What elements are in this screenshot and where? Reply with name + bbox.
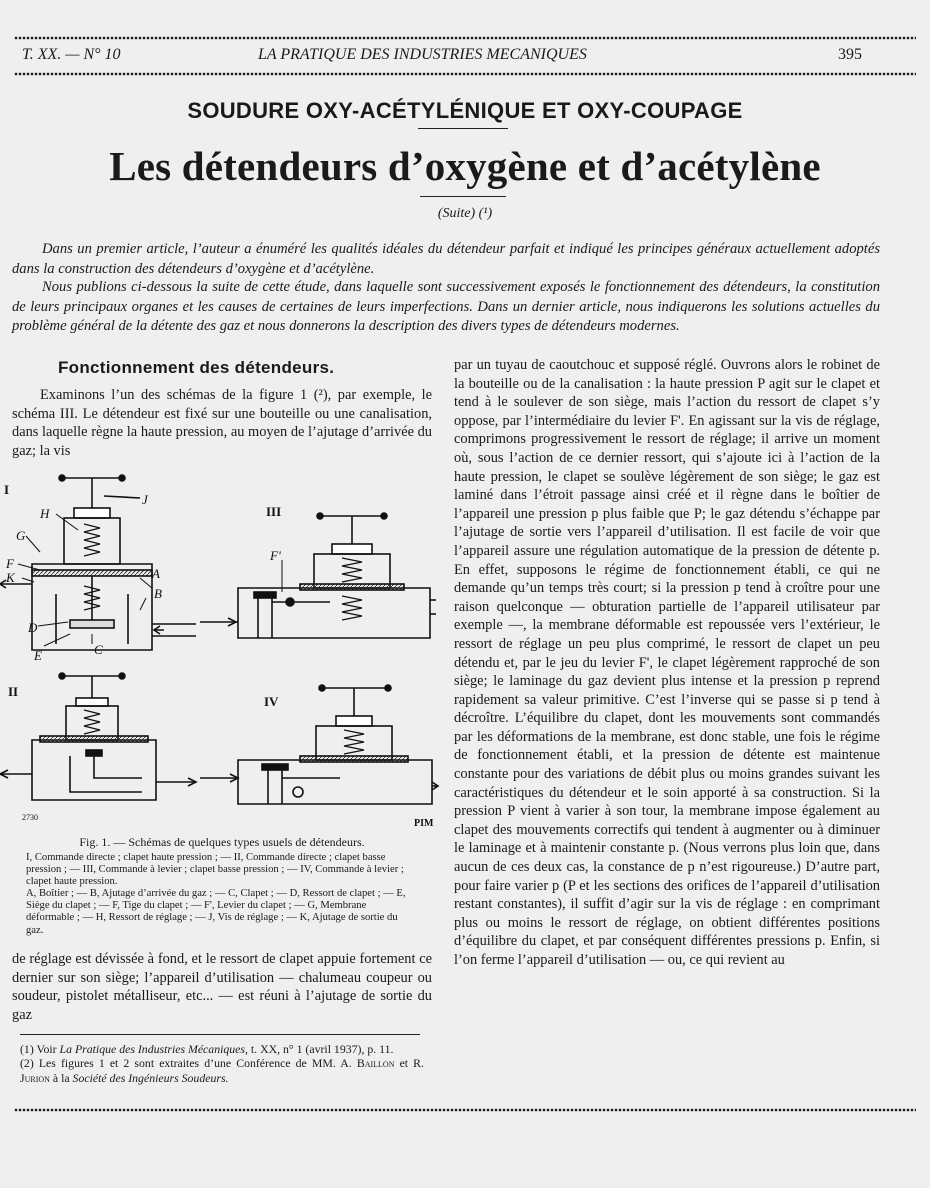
left-paragraph-1: Examinons l’un des schémas de la figure 1 (²), par exemple, le schéma III. Le détendeur est fixé sur une bouteille ou une canalisation, dans laquelle règne la haute pression, au moyen de l’ajutage d’arrivée du gaz; la vis [12,387,432,459]
intro-paragraph-1: Dans un premier article, l’auteur a énuméré les qualités idéales du détendeur parfait et indiqué les principes généraux actuellement adoptés dans la construction des détendeurs d’oxygène et d’acétylène. [12,241,880,277]
regulator-diagrams [0,474,440,830]
footnote-2 [20,1056,424,1085]
label-C: C [94,642,103,657]
left-paragraph-2: de réglage est dévissée à fond, et le ressort de clapet appuie fortement ce dernier sur son siège; l’appareil d’utilisation — chalumeau coupeur ou soudeur, pistolet métalliseur, etc... — est réuni à l’ajutage de sortie du gaz [12,951,432,1023]
header-dotted-rule [14,72,916,76]
footnote-2-society: Société des Ingénieurs Soudeurs. [72,1070,229,1085]
label-D: D [28,620,38,635]
intro-paragraph-2: Nous publions ci-dessous la suite de cette étude, dans laquelle sont successivement exposés le fonctionnement des détendeurs, la constitution de leurs principaux organes et les causes de certaines de leurs imperfections. Dans un dernier article, nous indiquerons les solutions actuelles du problème général de la détente des gaz et nous donnerons la description des divers types de détendeurs modernes. [12,279,880,334]
footnotes [20,1042,424,1085]
footnote-2-lead: (2) Les figures 1 et 2 sont extraites d’une Conférence de MM. A. [20,1056,357,1071]
figure-caption-legend-1: I, Commande directe ; clapet haute pression ; — II, Commande directe ; clapet basse pression ; — III, Commande à levier ; clapet basse pression ; — IV, Commande à levier ; clapet haute pression. [26,852,404,888]
label-B: B [154,586,162,601]
subheading: Fonctionnement des détendeurs. [58,358,335,377]
footnote-1-ref: t. XX, n° 1 (avril 1937), p. 11. [247,1042,394,1056]
label-E: E [34,648,42,663]
page-number: 395 [838,46,862,63]
figure-caption-title: Fig. 1. — Schémas de quelques types usuels de détendeurs. [79,835,365,849]
article-title: Les détendeurs d’oxygène et d’acétylène [109,143,821,189]
journal-name: LA PRATIQUE DES INDUSTRIES MECANIQUES [258,46,587,63]
plate-number: 2730 [22,813,38,822]
figure-1 [0,474,440,830]
bottom-dotted-rule [14,1108,916,1112]
footnote-1 [20,1042,424,1056]
suite-note [0,206,930,222]
footnote-2-author-2: Jurion [20,1070,50,1085]
label-F-prime: F' [270,548,281,563]
title-divider-2 [420,196,506,197]
diagram-IV [200,685,438,804]
volume-number: T. XX. — N° 10 [22,46,121,63]
label-F: F [6,556,14,571]
footnote-2-sep: et R. [394,1056,424,1071]
footnote-rule [20,1034,420,1035]
label-III: III [266,504,282,519]
footnote-2-mid: à la [49,1070,73,1085]
label-I: I [4,482,10,497]
suite-text: (Suite) (¹) [437,206,493,221]
footnote-1-journal: La Pratique des Industries Mécaniques, [59,1042,248,1056]
right-paragraph: par un tuyau de caoutchouc et supposé réglé. Ouvrons alors le robinet de la bouteille ou de la canalisation : la haute pression P agit sur le clapet et tend à le soulever de son siège, mais l’action du ressort de clapet s’y oppose, par l’intermédiaire du levier F'. En agissant sur la vis de réglage, comprimons progressivement le ressort de réglage; il arrive un moment où, sous l’action de ce dernier ressort, qui s’ajoute ici à l’action de la haute pression, le clapet se soulève légèrement de son siège; le gaz est laminé dans l’étroit passage ainsi créé et il règne dans le boîtier de l’appareil une pression p plus faible que P; le gaz détendu s’échappe par l’ajutage de sortie vers l’appareil d’utilisation. Il est facile de voir que l’appareil assure une régulation automatique de la pression de détente p. En effet, supposons le régime de fonctionnement établi, ce qui ne demande qu’un temps très court; si la pression p tend à croître pour une raison quelconque — obturation partielle de l’appareil utilisateur par exemple —, la membrane déformable est repoussée vers l’extérieur, le ressort de réglage un peu plus comprimé, le ressort de clapet un peu détendu et, par le jeu du levier F', le clapet légèrement rapproché de son siège; le laminage du gaz devient plus intense et la pression p reprend rapidement sa valeur primitive. C’est l’inverse qui se passe si p tend à décroître. L’équilibre du clapet, dont les mouvements sont commandés par les déformations de la membrane, est donc stable, une fois le régime de fonctionnement établi, et la pression de détente est maintenue constante pour des variations de débit plus ou moins grandes suivant les caractéristiques du détendeur et le soin apporté à sa construction. Si la pression P vient à varier à son tour, la membrane impose également au clapet des mouvements correctifs qui tendent à augmenter ou à diminuer le laminage et à maintenir constante p. (Nous verrons plus loin que, dans aucun de ces deux cas, la constance de p n’est rigoureuse.) D’autre part, pour faire varier p (P et les sections des orifices de l’appareil d’utilisation restant constantes), il suffit d’agir sur la vis de réglage : en comprimant plus ou moins le ressort de réglage, on obtient différentes positions d’équilibre du clapet, et par conséquent différentes pressions p. Enfin, si l’on ferme l’appareil d’utilisation — ou, ce qui revient au [454,357,880,968]
label-J: J [142,492,148,507]
label-K: K [6,570,15,585]
section-title: SOUDURE OXY-ACÉTYLÉNIQUE ET OXY-COUPAGE [187,98,743,123]
figure-caption-legend-2: A, Boîtier ; — B, Ajutage d’arrivée du gaz ; — C, Clapet ; — D, Ressort de clapet ; — E, Siège du clapet ; — F, Tige du clapet ; — F', Levier du clapet ; — G, Membrane déformable ; — H, Ressort de réglage ; — J, Vis de réglage ; — K, Ajutage de sortie du gaz. [26,888,406,936]
footnote-2-author-1: Baillon [356,1056,395,1071]
label-IV: IV [264,694,279,709]
diagram-II [0,673,196,800]
title-divider [418,128,508,129]
label-A: A [152,566,160,581]
footnote-1-lead: (1) Voir [20,1042,60,1056]
label-G: G [16,528,26,543]
diagram-III [200,513,436,638]
running-header [14,46,916,66]
top-dotted-rule [14,36,916,40]
label-H: H [40,506,50,521]
label-II: II [8,684,19,699]
publisher-mark: PIM [414,818,434,829]
